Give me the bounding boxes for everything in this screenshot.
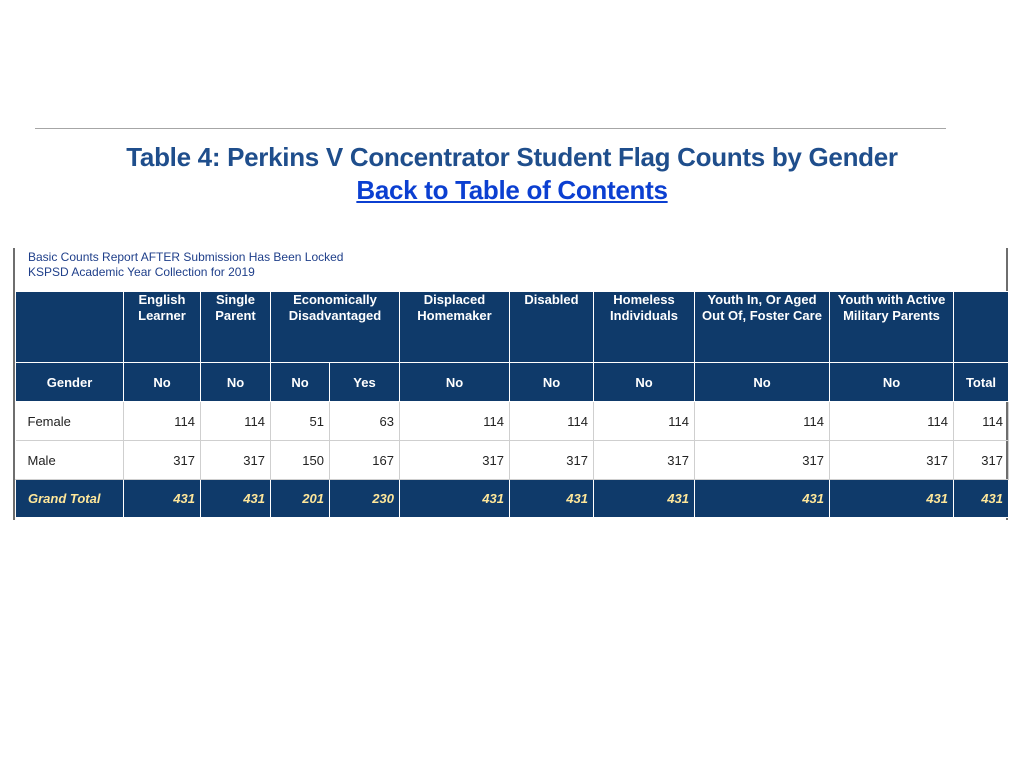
group-header-total-blank bbox=[954, 292, 1009, 363]
grand-total-cell: 431 bbox=[510, 480, 594, 518]
group-header-economically-disadvantaged: Economically Disadvantaged bbox=[271, 292, 400, 363]
grand-total-row bbox=[16, 480, 1009, 518]
table-cell: 317 bbox=[510, 441, 594, 480]
toc-link-wrapper bbox=[0, 175, 1024, 206]
report-subtitle-1: Basic Counts Report AFTER Submission Has Been Locked bbox=[28, 250, 344, 264]
counts-table bbox=[15, 291, 1009, 518]
table-cell: 114 bbox=[124, 402, 201, 441]
subheader-row bbox=[16, 363, 1009, 402]
grand-total-cell: 431 bbox=[830, 480, 954, 518]
subheader-cell: No bbox=[695, 363, 830, 402]
group-header-english-learner: English Learner bbox=[124, 292, 201, 363]
group-header-military-parents: Youth with Active Military Parents bbox=[830, 292, 954, 363]
table-cell: 150 bbox=[271, 441, 330, 480]
table-cell: 317 bbox=[124, 441, 201, 480]
subheader-total: Total bbox=[954, 363, 1009, 402]
grand-total-cell: 201 bbox=[271, 480, 330, 518]
group-header-displaced-homemaker: Displaced Homemaker bbox=[400, 292, 510, 363]
subheader-cell: No bbox=[271, 363, 330, 402]
group-header-single-parent: Single Parent bbox=[201, 292, 271, 363]
grand-total-cell: 431 bbox=[124, 480, 201, 518]
group-header-foster-care: Youth In, Or Aged Out Of, Foster Care bbox=[695, 292, 830, 363]
group-header-blank bbox=[16, 292, 124, 363]
report-panel bbox=[13, 248, 1008, 520]
row-label: Female bbox=[16, 402, 124, 441]
grand-total-cell: 431 bbox=[400, 480, 510, 518]
table-cell: 114 bbox=[695, 402, 830, 441]
table-row bbox=[16, 441, 1009, 480]
subheader-cell: No bbox=[594, 363, 695, 402]
grand-total-label: Grand Total bbox=[16, 480, 124, 518]
group-header-row bbox=[16, 292, 1009, 363]
report-header bbox=[28, 250, 343, 280]
subheader-cell: No bbox=[124, 363, 201, 402]
table-cell: 114 bbox=[201, 402, 271, 441]
grand-total-cell: 431 bbox=[954, 480, 1009, 518]
table-cell: 114 bbox=[830, 402, 954, 441]
subheader-cell: Yes bbox=[330, 363, 400, 402]
table-cell: 317 bbox=[400, 441, 510, 480]
table-cell: 317 bbox=[830, 441, 954, 480]
table-cell: 114 bbox=[510, 402, 594, 441]
report-subtitle-2: KSPSD Academic Year Collection for 2019 bbox=[28, 265, 255, 279]
table-cell: 167 bbox=[330, 441, 400, 480]
grand-total-cell: 431 bbox=[594, 480, 695, 518]
subheader-gender: Gender bbox=[16, 363, 124, 402]
table-cell: 317 bbox=[594, 441, 695, 480]
table-row bbox=[16, 402, 1009, 441]
subheader-cell: No bbox=[830, 363, 954, 402]
page-title: Table 4: Perkins V Concentrator Student Flag Counts by Gender bbox=[126, 142, 898, 172]
row-label: Male bbox=[16, 441, 124, 480]
horizontal-rule bbox=[35, 128, 946, 129]
subheader-cell: No bbox=[400, 363, 510, 402]
grand-total-cell: 431 bbox=[201, 480, 271, 518]
group-header-homeless-individuals: Homeless Individuals bbox=[594, 292, 695, 363]
table-cell: 317 bbox=[954, 441, 1009, 480]
grand-total-cell: 230 bbox=[330, 480, 400, 518]
table-cell: 51 bbox=[271, 402, 330, 441]
back-to-toc-link[interactable]: Back to Table of Contents bbox=[356, 175, 668, 205]
table-cell: 317 bbox=[695, 441, 830, 480]
table-cell: 114 bbox=[954, 402, 1009, 441]
grand-total-cell: 431 bbox=[695, 480, 830, 518]
table-cell: 63 bbox=[330, 402, 400, 441]
group-header-disabled: Disabled bbox=[510, 292, 594, 363]
table-cell: 317 bbox=[201, 441, 271, 480]
table-cell: 114 bbox=[400, 402, 510, 441]
subheader-cell: No bbox=[201, 363, 271, 402]
table-cell: 114 bbox=[594, 402, 695, 441]
subheader-cell: No bbox=[510, 363, 594, 402]
